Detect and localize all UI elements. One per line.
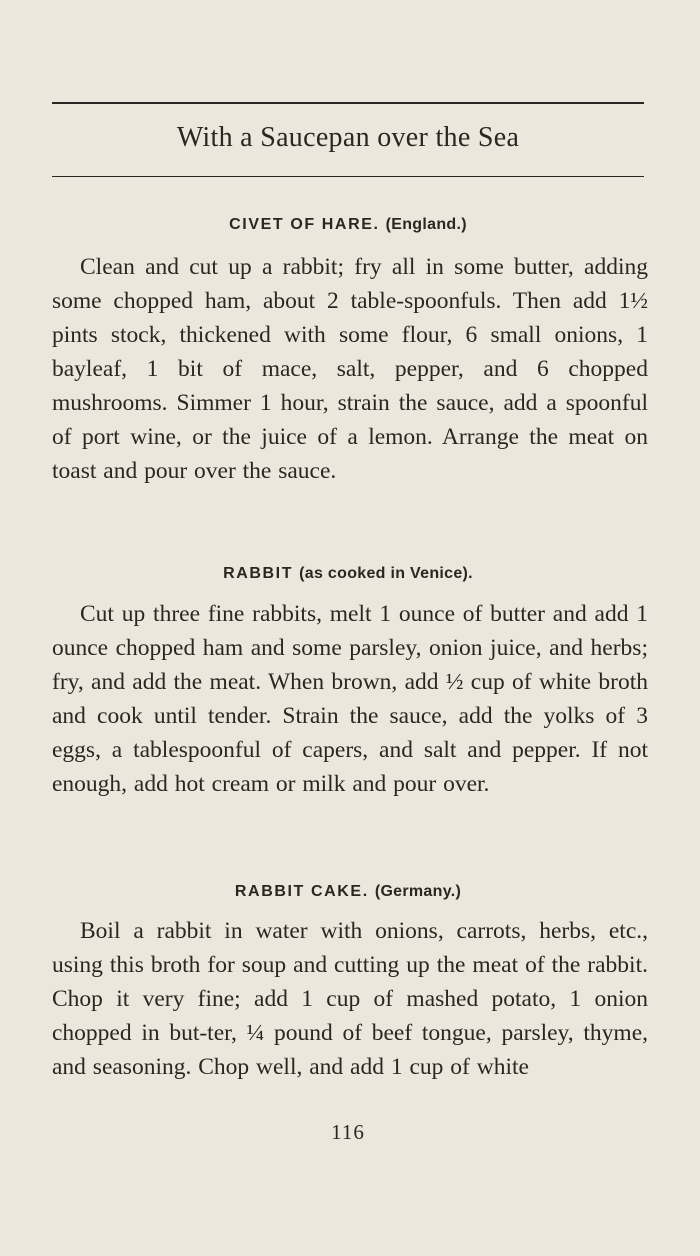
running-head: With a Saucepan over the Sea — [176, 122, 520, 153]
header-rule-top — [52, 102, 644, 104]
recipe-body-civet-of-hare: Clean and cut up a rabbit; fry all in some butter, adding some chopped ham, about 2 table-spoonfuls. Then add 1½ pints stock, thickened with some flour, 6 small onions, 1 bayleaf, 1 bit of mace, salt, pepper, and 6 chopped mushrooms. Simmer 1 hour, strain the sauce, add a spoonful of port wine, or the juice of a lemon. Arrange the meat on toast and pour over the sauce. — [52, 254, 648, 484]
recipe-body-rabbit-venice: Cut up three fine rabbits, melt 1 ounce of butter and add 1 ounce chopped ham and some parsley, onion juice, and herbs; fry, and add the meat. When brown, add ½ cup of white broth and cook until tender. Strain the sauce, add the yolks of 3 eggs, a tablespoonful of capers, and salt and pepper. If not enough, add hot cream or milk and pour over. — [52, 601, 648, 797]
recipe-title-rabbit-cake — [52, 883, 644, 901]
recipe-title-civet-of-hare — [52, 216, 644, 234]
recipe-title-text: CIVET OF HARE. — [229, 216, 380, 233]
header-rule-bottom — [52, 176, 644, 177]
recipe-origin-note: (as cooked in Venice). — [299, 565, 473, 582]
recipe-title-text: RABBIT CAKE. — [234, 883, 369, 900]
recipe-body-rabbit-cake: Boil a rabbit in water with onions, carrots, herbs, etc., using this broth for soup and cutting up the meat of the rabbit. Chop it very fine; add 1 cup of mashed potato, 1 onion chopped in but-ter, ¼ pound of beef tongue, parsley, thyme, and seasoning. Chop well, and add 1 cup of white — [52, 918, 648, 1080]
recipe-origin-note: (Germany.) — [374, 883, 462, 900]
page-number: 116 — [331, 1120, 365, 1144]
recipe-origin-note: (England.) — [385, 216, 467, 233]
recipe-title-text: RABBIT — [223, 565, 294, 582]
recipe-title-rabbit-venice — [52, 565, 644, 583]
